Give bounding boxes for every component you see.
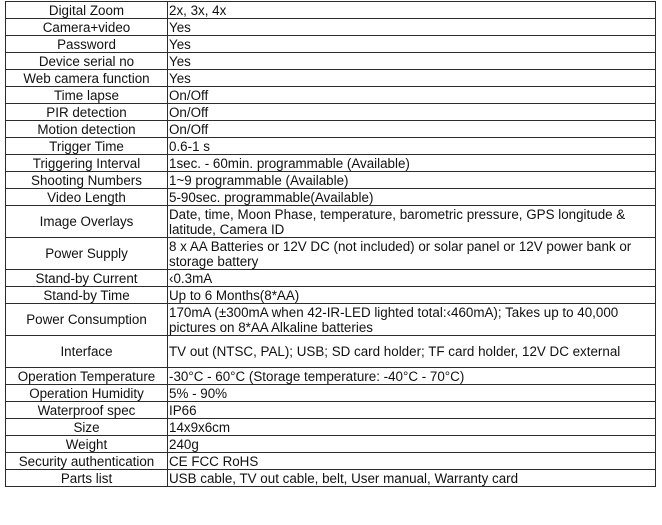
spec-row-trigger-time (6, 138, 656, 155)
spec-row-operation-temperature (6, 368, 656, 385)
spec-value: 14x9x6cm (168, 419, 656, 436)
spec-value: IP66 (168, 402, 656, 419)
spec-label: Password (6, 36, 168, 53)
spec-row-digital-zoom (6, 2, 656, 19)
spec-value: -30°C - 60°C (Storage temperature: -40°C - 70°C) (168, 368, 656, 385)
spec-label: Time lapse (6, 87, 168, 104)
spec-value: ‹0.3mA (168, 270, 656, 287)
spec-value: 1~9 programmable (Available) (168, 172, 656, 189)
spec-value: 0.6-1 s (168, 138, 656, 155)
spec-row-size (6, 419, 656, 436)
spec-value: Yes (168, 53, 656, 70)
spec-label: PIR detection (6, 104, 168, 121)
spec-value: 8 x AA Batteries or 12V DC (not included) or solar panel or 12V power bank or storage battery (168, 238, 656, 270)
spec-value: Yes (168, 36, 656, 53)
spec-row-web-camera (6, 70, 656, 87)
spec-label: Trigger Time (6, 138, 168, 155)
spec-row-image-overlays (6, 206, 656, 238)
spec-row-standby-current (6, 270, 656, 287)
spec-value: Date, time, Moon Phase, temperature, barometric pressure, GPS longitude & latitude, Camera ID (168, 206, 656, 238)
spec-value: Yes (168, 70, 656, 87)
spec-row-motion-detection (6, 121, 656, 138)
spec-row-waterproof (6, 402, 656, 419)
spec-row-password (6, 36, 656, 53)
spec-row-power-supply (6, 238, 656, 270)
spec-value: 5-90sec. programmable(Available) (168, 189, 656, 206)
spec-label: Shooting Numbers (6, 172, 168, 189)
spec-row-parts-list (6, 470, 656, 487)
spec-label: Waterproof spec (6, 402, 168, 419)
spec-label: Motion detection (6, 121, 168, 138)
spec-row-shooting-numbers (6, 172, 656, 189)
spec-label: Web camera function (6, 70, 168, 87)
spec-row-power-consumption (6, 304, 656, 336)
spec-row-interface (6, 336, 656, 368)
spec-value: 240g (168, 436, 656, 453)
spec-label: Power Consumption (6, 304, 168, 336)
spec-value: TV out (NTSC, PAL); USB; SD card holder; TF card holder, 12V DC external (168, 336, 656, 368)
spec-label: Operation Humidity (6, 385, 168, 402)
spec-value: USB cable, TV out cable, belt, User manual, Warranty card (168, 470, 656, 487)
spec-value: Yes (168, 19, 656, 36)
specifications-body (6, 2, 656, 487)
spec-value: 1sec. - 60min. programmable (Available) (168, 155, 656, 172)
specifications-table (5, 1, 656, 487)
spec-row-weight (6, 436, 656, 453)
spec-value: On/Off (168, 87, 656, 104)
spec-label: Security authentication (6, 453, 168, 470)
spec-label: Device serial no (6, 53, 168, 70)
spec-label: Stand-by Current (6, 270, 168, 287)
spec-label: Stand-by Time (6, 287, 168, 304)
spec-label: Camera+video (6, 19, 168, 36)
spec-row-camera-video (6, 19, 656, 36)
spec-row-video-length (6, 189, 656, 206)
spec-label: Image Overlays (6, 206, 168, 238)
spec-value: On/Off (168, 121, 656, 138)
spec-row-operation-humidity (6, 385, 656, 402)
spec-label: Interface (6, 336, 168, 368)
spec-value: 5% - 90% (168, 385, 656, 402)
spec-label: Triggering Interval (6, 155, 168, 172)
spec-value: On/Off (168, 104, 656, 121)
spec-value: CE FCC RoHS (168, 453, 656, 470)
spec-label: Size (6, 419, 168, 436)
spec-value: 170mA (±300mA when 42-IR-LED lighted total:‹460mA); Takes up to 40,000 pictures on 8*AA Alkaline batteries (168, 304, 656, 336)
spec-label: Power Supply (6, 238, 168, 270)
spec-row-triggering-interval (6, 155, 656, 172)
spec-value: 2x, 3x, 4x (168, 2, 656, 19)
spec-label: Parts list (6, 470, 168, 487)
spec-row-time-lapse (6, 87, 656, 104)
spec-row-pir-detection (6, 104, 656, 121)
spec-row-security-authentication (6, 453, 656, 470)
spec-value: Up to 6 Months(8*AA) (168, 287, 656, 304)
spec-label: Digital Zoom (6, 2, 168, 19)
spec-label: Weight (6, 436, 168, 453)
spec-row-device-serial (6, 53, 656, 70)
spec-label: Operation Temperature (6, 368, 168, 385)
spec-label: Video Length (6, 189, 168, 206)
spec-row-standby-time (6, 287, 656, 304)
